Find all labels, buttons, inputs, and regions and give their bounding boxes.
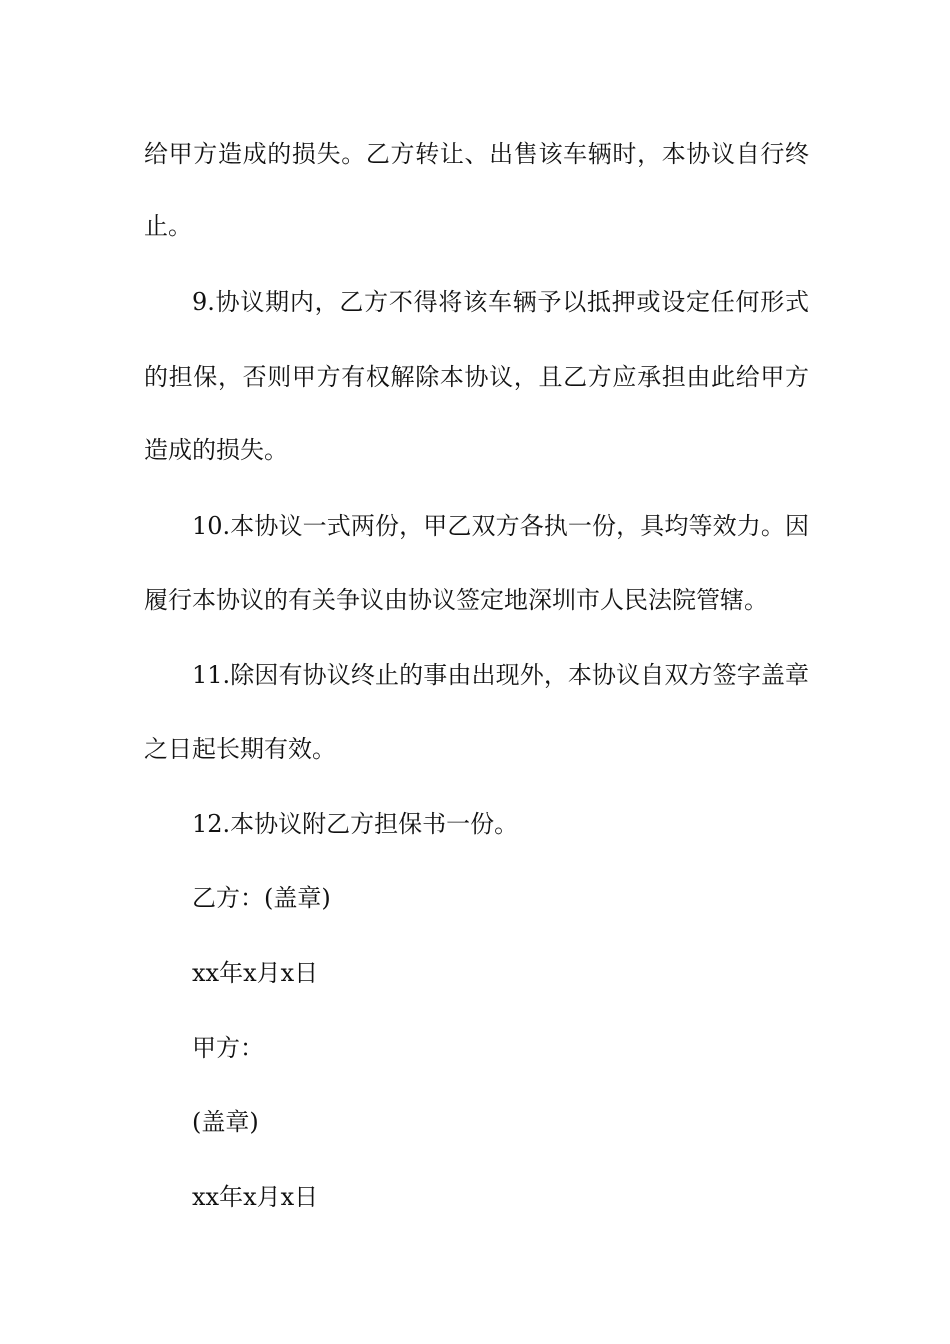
paragraph-10-line-1: 10.本协议一式两份，甲乙双方各执一份，具均等效力。因 <box>192 512 809 540</box>
party-b-seal: 乙方：(盖章) <box>192 884 331 912</box>
paragraph-9-line-2: 的担保，否则甲方有权解除本协议，且乙方应承担由此给甲方 <box>144 363 809 391</box>
party-a-date: xx年x月x日 <box>192 1183 319 1211</box>
party-a-label: 甲方： <box>192 1034 264 1062</box>
paragraph-12: 12.本协议附乙方担保书一份。 <box>192 810 519 838</box>
party-b-date: xx年x月x日 <box>192 959 319 987</box>
paragraph-8-line-3: 止。 <box>144 212 192 240</box>
paragraph-11-line-2: 之日起长期有效。 <box>144 735 336 763</box>
paragraph-9-line-1: 9.协议期内，乙方不得将该车辆予以抵押或设定任何形式 <box>192 288 809 316</box>
party-a-seal: (盖章) <box>192 1108 259 1136</box>
paragraph-8-line-2: 给甲方造成的损失。乙方转让、出售该车辆时，本协议自行终 <box>144 140 809 168</box>
paragraph-11-line-1: 11.除因有协议终止的事由出现外，本协议自双方签字盖章 <box>192 661 809 689</box>
paragraph-9-line-3: 造成的损失。 <box>144 436 288 464</box>
paragraph-10-line-2: 履行本协议的有关争议由协议签定地深圳市人民法院管辖。 <box>144 586 768 614</box>
